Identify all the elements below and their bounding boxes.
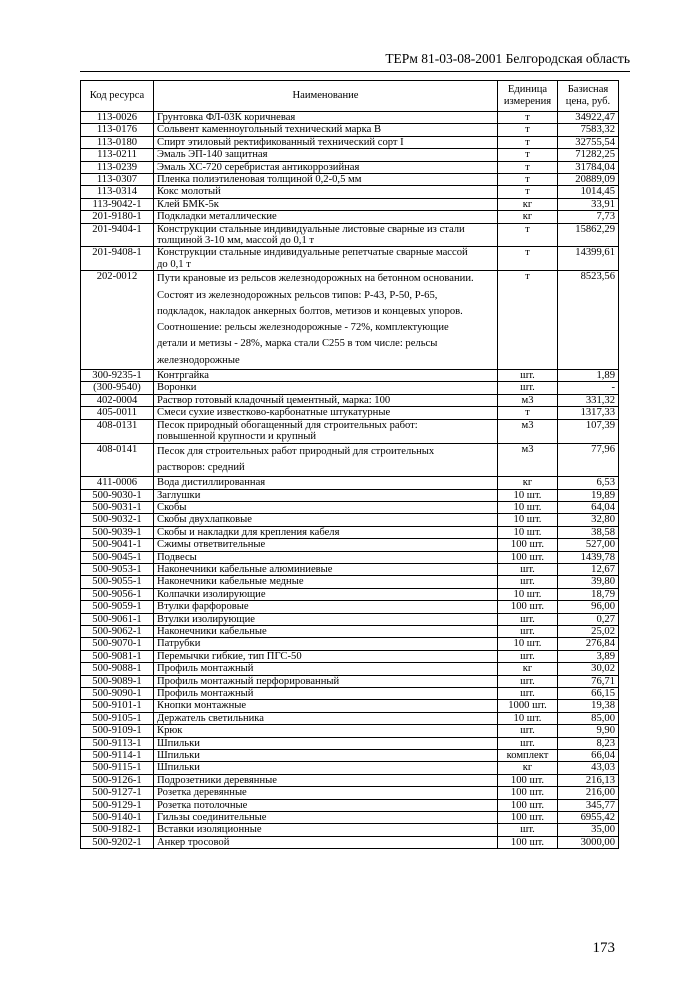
cell-resource-name: Песок природный обогащенный для строительных работ: повышенной крупности и крупный: [154, 419, 498, 443]
table-row: [81, 712, 619, 724]
cell-base-price: 3,89: [558, 650, 619, 662]
table-row: [81, 477, 619, 489]
table-row: [81, 638, 619, 650]
table-row: [81, 394, 619, 406]
cell-resource-code: 500-9101-1: [81, 700, 154, 712]
cell-resource-name: Гильзы соединительные: [154, 812, 498, 824]
cell-unit: т: [498, 271, 558, 370]
cell-unit: шт.: [498, 370, 558, 382]
cell-resource-code: 500-9115-1: [81, 762, 154, 774]
cell-resource-code: 405-0011: [81, 407, 154, 419]
cell-resource-code: 500-9140-1: [81, 812, 154, 824]
col-header-name: Наименование: [154, 81, 498, 112]
cell-resource-code: 500-9030-1: [81, 489, 154, 501]
cell-unit: кг: [498, 663, 558, 675]
cell-resource-code: 408-0131: [81, 419, 154, 443]
cell-resource-name: Пути крановые из рельсов железнодорожных на бетонном основании. Состоят из железнодорожных рельсов типов: Р-43, Р-50, Р-65, подкладок, накладок анкерных болтов, метизов и концевых упоров. Соотношение: рельсы железнодорожные - 72%, комплектующие детали и метизы - 28%, марка стали С255 в том числе: рельсы железнодорожные: [154, 271, 498, 370]
cell-base-price: 6955,42: [558, 812, 619, 824]
cell-resource-name: Раствор готовый кладочный цементный, марка: 100: [154, 394, 498, 406]
cell-resource-code: 500-9056-1: [81, 588, 154, 600]
cell-resource-name: Профиль монтажный: [154, 663, 498, 675]
cell-resource-code: 202-0012: [81, 271, 154, 370]
cell-resource-code: 408-0141: [81, 443, 154, 477]
cell-resource-name: Шпильки: [154, 762, 498, 774]
cell-unit: шт.: [498, 576, 558, 588]
table-row: [81, 601, 619, 613]
cell-base-price: 331,32: [558, 394, 619, 406]
cell-unit: т: [498, 174, 558, 186]
cell-resource-name: Эмаль ЭП-140 защитная: [154, 149, 498, 161]
cell-resource-name: Кокс молотый: [154, 186, 498, 198]
cell-unit: т: [498, 124, 558, 136]
cell-resource-code: 500-9088-1: [81, 663, 154, 675]
cell-unit: т: [498, 161, 558, 173]
cell-resource-code: 113-0026: [81, 112, 154, 124]
cell-unit: шт.: [498, 625, 558, 637]
cell-resource-code: 500-9045-1: [81, 551, 154, 563]
cell-resource-name: Скобы и накладки для крепления кабеля: [154, 526, 498, 538]
cell-resource-code: 113-0314: [81, 186, 154, 198]
cell-resource-name: Наконечники кабельные: [154, 625, 498, 637]
cell-resource-name: Пленка полиэтиленовая толщиной 0,2-0,5 мм: [154, 174, 498, 186]
cell-unit: 10 шт.: [498, 638, 558, 650]
cell-resource-code: 500-9127-1: [81, 787, 154, 799]
header-rule: [80, 71, 630, 72]
cell-resource-name: Втулки фарфоровые: [154, 601, 498, 613]
cell-base-price: 8,23: [558, 737, 619, 749]
cell-unit: м3: [498, 394, 558, 406]
cell-base-price: 32755,54: [558, 136, 619, 148]
cell-unit: т: [498, 136, 558, 148]
cell-resource-name: Скобы двухлапковые: [154, 514, 498, 526]
cell-base-price: 66,15: [558, 688, 619, 700]
cell-resource-code: 500-9126-1: [81, 774, 154, 786]
table-row: [81, 799, 619, 811]
cell-base-price: 20889,09: [558, 174, 619, 186]
cell-unit: т: [498, 149, 558, 161]
cell-unit: т: [498, 186, 558, 198]
cell-base-price: 76,71: [558, 675, 619, 687]
cell-resource-name: Воронки: [154, 382, 498, 394]
table-row: [81, 443, 619, 477]
cell-resource-name: Конструкции стальные индивидуальные листовые сварные из стали толщиной 3-10 мм, массой до 0,1 т: [154, 223, 498, 247]
cell-resource-name: Шпильки: [154, 750, 498, 762]
cell-base-price: 7,73: [558, 211, 619, 223]
cell-unit: шт.: [498, 725, 558, 737]
cell-base-price: 33,91: [558, 198, 619, 210]
cell-unit: шт.: [498, 563, 558, 575]
cell-unit: т: [498, 112, 558, 124]
cell-resource-code: 500-9202-1: [81, 836, 154, 848]
table-row: [81, 198, 619, 210]
col-header-unit: Единица измерения: [498, 81, 558, 112]
cell-resource-code: 113-0211: [81, 149, 154, 161]
cell-resource-code: 500-9055-1: [81, 576, 154, 588]
cell-resource-code: 201-9404-1: [81, 223, 154, 247]
table-row: [81, 186, 619, 198]
cell-resource-name: Подкладки металлические: [154, 211, 498, 223]
cell-base-price: 19,89: [558, 489, 619, 501]
cell-resource-code: 500-9032-1: [81, 514, 154, 526]
cell-base-price: -: [558, 382, 619, 394]
cell-resource-code: 500-9070-1: [81, 638, 154, 650]
cell-resource-code: 500-9109-1: [81, 725, 154, 737]
table-row: [81, 613, 619, 625]
cell-unit: кг: [498, 477, 558, 489]
cell-base-price: 345,77: [558, 799, 619, 811]
cell-unit: т: [498, 223, 558, 247]
cell-resource-name: Сжимы ответвительные: [154, 539, 498, 551]
table-row: [81, 223, 619, 247]
cell-resource-name: Конструкции стальные индивидуальные репетчатые сварные массой до 0,1 т: [154, 247, 498, 271]
cell-unit: шт.: [498, 688, 558, 700]
cell-unit: кг: [498, 211, 558, 223]
table-row: [81, 812, 619, 824]
cell-resource-name: Крюк: [154, 725, 498, 737]
table-row: [81, 247, 619, 271]
table-row: [81, 563, 619, 575]
cell-resource-name: Профиль монтажный: [154, 688, 498, 700]
cell-resource-name: Заглушки: [154, 489, 498, 501]
cell-base-price: 38,58: [558, 526, 619, 538]
table-row: [81, 539, 619, 551]
cell-resource-code: 201-9180-1: [81, 211, 154, 223]
cell-base-price: 216,00: [558, 787, 619, 799]
cell-unit: 100 шт.: [498, 836, 558, 848]
cell-base-price: 18,79: [558, 588, 619, 600]
col-header-code: Код ресурса: [81, 81, 154, 112]
cell-resource-name: Песок для строительных работ природный для строительных растворов: средний: [154, 443, 498, 477]
cell-resource-code: (300-9540): [81, 382, 154, 394]
cell-resource-name: Эмаль ХС-720 серебристая антикоррозийная: [154, 161, 498, 173]
table-row: [81, 382, 619, 394]
cell-base-price: 30,02: [558, 663, 619, 675]
cell-resource-code: 500-9090-1: [81, 688, 154, 700]
table-row: [81, 650, 619, 662]
cell-base-price: 216,13: [558, 774, 619, 786]
cell-resource-name: Патрубки: [154, 638, 498, 650]
cell-unit: м3: [498, 419, 558, 443]
cell-base-price: 25,02: [558, 625, 619, 637]
table-row: [81, 725, 619, 737]
cell-unit: кг: [498, 762, 558, 774]
table-row: [81, 407, 619, 419]
cell-base-price: 0,27: [558, 613, 619, 625]
cell-unit: 100 шт.: [498, 539, 558, 551]
cell-resource-code: 113-0176: [81, 124, 154, 136]
table-row: [81, 750, 619, 762]
table-row: [81, 149, 619, 161]
cell-resource-name: Перемычки гибкие, тип ПГС-50: [154, 650, 498, 662]
table-row: [81, 419, 619, 443]
table-row: [81, 526, 619, 538]
cell-resource-name: Контргайка: [154, 370, 498, 382]
cell-resource-name: Смеси сухие известково-карбонатные штукатурные: [154, 407, 498, 419]
cell-resource-name: Держатель светильника: [154, 712, 498, 724]
cell-resource-code: 500-9113-1: [81, 737, 154, 749]
cell-resource-name: Вода дистиллированная: [154, 477, 498, 489]
cell-unit: кг: [498, 198, 558, 210]
cell-resource-code: 113-0307: [81, 174, 154, 186]
cell-resource-code: 411-0006: [81, 477, 154, 489]
table-row: [81, 124, 619, 136]
table-header-row: [81, 81, 619, 112]
cell-unit: т: [498, 407, 558, 419]
cell-resource-code: 300-9235-1: [81, 370, 154, 382]
cell-base-price: 7583,32: [558, 124, 619, 136]
cell-base-price: 8523,56: [558, 271, 619, 370]
cell-resource-code: 113-0180: [81, 136, 154, 148]
cell-unit: шт.: [498, 650, 558, 662]
table-row: [81, 489, 619, 501]
cell-resource-name: Наконечники кабельные медные: [154, 576, 498, 588]
col-header-price: Базисная цена, руб.: [558, 81, 619, 112]
cell-base-price: 64,04: [558, 501, 619, 513]
resource-price-table: [80, 80, 619, 849]
cell-base-price: 34922,47: [558, 112, 619, 124]
cell-unit: шт.: [498, 382, 558, 394]
table-row: [81, 675, 619, 687]
table-row: [81, 174, 619, 186]
cell-base-price: 15862,29: [558, 223, 619, 247]
cell-resource-name: Скобы: [154, 501, 498, 513]
table-row: [81, 762, 619, 774]
table-row: [81, 625, 619, 637]
cell-unit: 100 шт.: [498, 551, 558, 563]
cell-unit: 1000 шт.: [498, 700, 558, 712]
cell-base-price: 6,53: [558, 477, 619, 489]
cell-base-price: 19,38: [558, 700, 619, 712]
cell-resource-code: 500-9061-1: [81, 613, 154, 625]
cell-base-price: 3000,00: [558, 836, 619, 848]
cell-base-price: 1,89: [558, 370, 619, 382]
cell-resource-code: 500-9081-1: [81, 650, 154, 662]
cell-base-price: 527,00: [558, 539, 619, 551]
cell-resource-name: Кнопки монтажные: [154, 700, 498, 712]
cell-base-price: 85,00: [558, 712, 619, 724]
cell-resource-code: 500-9182-1: [81, 824, 154, 836]
cell-base-price: 66,04: [558, 750, 619, 762]
cell-resource-code: 113-0239: [81, 161, 154, 173]
cell-resource-code: 500-9039-1: [81, 526, 154, 538]
cell-resource-code: 500-9031-1: [81, 501, 154, 513]
cell-unit: 100 шт.: [498, 601, 558, 613]
table-row: [81, 824, 619, 836]
page-header-title: ТЕРм 81-03-08-2001 Белгородская область: [385, 51, 630, 66]
cell-resource-code: 500-9129-1: [81, 799, 154, 811]
cell-base-price: 39,80: [558, 576, 619, 588]
cell-base-price: 14399,61: [558, 247, 619, 271]
cell-unit: 10 шт.: [498, 501, 558, 513]
cell-base-price: 31784,04: [558, 161, 619, 173]
cell-unit: шт.: [498, 824, 558, 836]
cell-base-price: 77,96: [558, 443, 619, 477]
cell-resource-name: Шпильки: [154, 737, 498, 749]
cell-base-price: 1014,45: [558, 186, 619, 198]
cell-resource-code: 113-9042-1: [81, 198, 154, 210]
cell-resource-name: Колпачки изолирующие: [154, 588, 498, 600]
cell-unit: т: [498, 247, 558, 271]
cell-unit: 100 шт.: [498, 787, 558, 799]
cell-base-price: 35,00: [558, 824, 619, 836]
table-row: [81, 501, 619, 513]
cell-unit: 10 шт.: [498, 526, 558, 538]
cell-resource-name: Подрозетники деревянные: [154, 774, 498, 786]
table-row: [81, 551, 619, 563]
table-row: [81, 688, 619, 700]
cell-base-price: 32,80: [558, 514, 619, 526]
cell-base-price: 1317,33: [558, 407, 619, 419]
table-row: [81, 663, 619, 675]
cell-resource-name: Наконечники кабельные алюминиевые: [154, 563, 498, 575]
cell-resource-code: 500-9062-1: [81, 625, 154, 637]
table-row: [81, 211, 619, 223]
cell-resource-name: Розетка деревянные: [154, 787, 498, 799]
table-row: [81, 370, 619, 382]
cell-base-price: 276,84: [558, 638, 619, 650]
cell-resource-code: 500-9041-1: [81, 539, 154, 551]
cell-resource-code: 201-9408-1: [81, 247, 154, 271]
cell-base-price: 12,67: [558, 563, 619, 575]
cell-resource-name: Розетка потолочные: [154, 799, 498, 811]
cell-unit: 100 шт.: [498, 812, 558, 824]
cell-resource-code: 500-9089-1: [81, 675, 154, 687]
cell-unit: 10 шт.: [498, 489, 558, 501]
table-row: [81, 588, 619, 600]
cell-base-price: 71282,25: [558, 149, 619, 161]
cell-unit: 100 шт.: [498, 799, 558, 811]
table-row: [81, 836, 619, 848]
cell-resource-name: Сольвент каменноугольный технический марка В: [154, 124, 498, 136]
cell-base-price: 1439,78: [558, 551, 619, 563]
table-row: [81, 576, 619, 588]
cell-resource-name: Вставки изоляционные: [154, 824, 498, 836]
cell-unit: комплект: [498, 750, 558, 762]
cell-resource-name: Анкер тросовой: [154, 836, 498, 848]
cell-resource-code: 402-0004: [81, 394, 154, 406]
table-row: [81, 514, 619, 526]
cell-unit: 100 шт.: [498, 774, 558, 786]
table-row: [81, 737, 619, 749]
table-body: [81, 112, 619, 849]
cell-base-price: 9,90: [558, 725, 619, 737]
cell-unit: шт.: [498, 675, 558, 687]
cell-unit: м3: [498, 443, 558, 477]
table-row: [81, 161, 619, 173]
cell-unit: 10 шт.: [498, 514, 558, 526]
cell-resource-name: Клей БМК-5к: [154, 198, 498, 210]
cell-resource-name: Подвесы: [154, 551, 498, 563]
table-row: [81, 700, 619, 712]
page-number: 173: [592, 940, 615, 956]
cell-resource-code: 500-9105-1: [81, 712, 154, 724]
cell-unit: 10 шт.: [498, 712, 558, 724]
table-row: [81, 774, 619, 786]
cell-unit: 10 шт.: [498, 588, 558, 600]
table-row: [81, 271, 619, 370]
table-row: [81, 787, 619, 799]
cell-resource-name: Грунтовка ФЛ-03К коричневая: [154, 112, 498, 124]
cell-unit: шт.: [498, 613, 558, 625]
table-row: [81, 112, 619, 124]
cell-base-price: 107,39: [558, 419, 619, 443]
cell-resource-name: Спирт этиловый ректификованный технический сорт I: [154, 136, 498, 148]
cell-resource-code: 500-9053-1: [81, 563, 154, 575]
cell-base-price: 96,00: [558, 601, 619, 613]
cell-resource-name: Профиль монтажный перфорированный: [154, 675, 498, 687]
cell-base-price: 43,03: [558, 762, 619, 774]
cell-unit: шт.: [498, 737, 558, 749]
cell-resource-code: 500-9114-1: [81, 750, 154, 762]
cell-resource-name: Втулки изолирующие: [154, 613, 498, 625]
cell-resource-code: 500-9059-1: [81, 601, 154, 613]
table-row: [81, 136, 619, 148]
